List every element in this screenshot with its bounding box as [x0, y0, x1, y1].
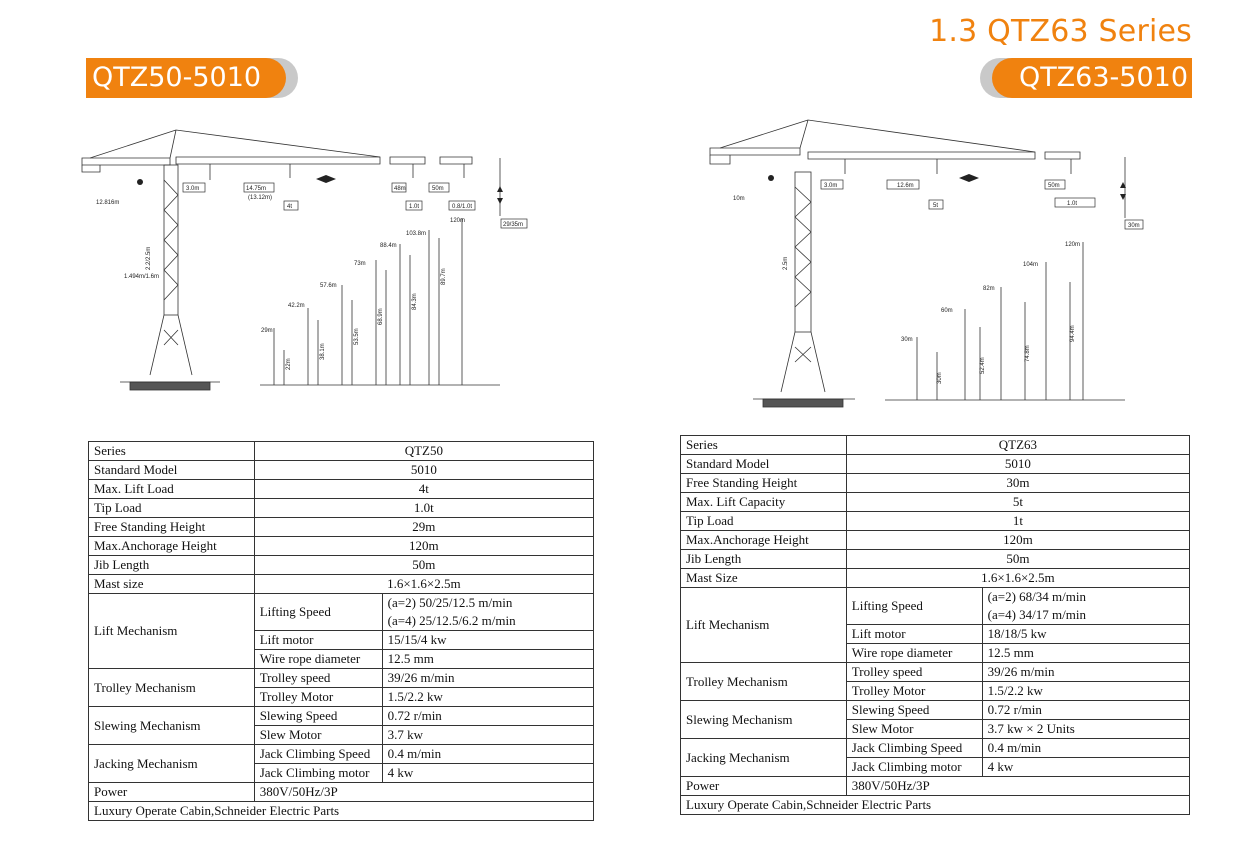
table-row — [681, 569, 1190, 588]
row-value: 0.4 m/min — [982, 739, 1189, 758]
table-row — [681, 663, 1190, 682]
row-label: Lift motor — [254, 631, 382, 650]
height-label: 22m — [286, 358, 292, 370]
row-label: Slewing Speed — [846, 701, 982, 720]
lifting-speed-a4: (a=4) 34/17 m/min — [987, 607, 1086, 622]
table-row — [89, 783, 594, 802]
row-value: 39/26 m/min — [982, 663, 1189, 682]
crane-drawing — [705, 112, 1155, 417]
row-value: 50m — [254, 556, 593, 575]
row-label: Series — [681, 436, 847, 455]
row-label: Series — [89, 442, 255, 461]
row-label: Trolley Motor — [254, 688, 382, 707]
diagram-label: 0.8/1.0t — [452, 204, 473, 210]
height-label: 68.9m — [378, 308, 384, 325]
group-label: Lift Mechanism — [89, 594, 255, 669]
height-label: 73m — [354, 261, 366, 267]
height-label: 82m — [983, 286, 995, 292]
height-label: 120m — [1065, 242, 1081, 248]
row-value: 50m — [846, 550, 1189, 569]
table-row — [89, 802, 594, 821]
group-label: Lift Mechanism — [681, 588, 847, 663]
row-label: Power — [681, 777, 847, 796]
diagram-label: 29/35m — [503, 222, 524, 228]
row-label: Slewing Speed — [254, 707, 382, 726]
row-value: 1.5/2.2 kw — [982, 682, 1189, 701]
table-row — [681, 796, 1190, 815]
row-value — [982, 588, 1189, 625]
row-label: Tip Load — [681, 512, 847, 531]
row-label: Jack Climbing Speed — [254, 745, 382, 764]
group-label: Jacking Mechanism — [89, 745, 255, 783]
height-label: 30m — [937, 372, 943, 384]
row-label: Wire rope diameter — [254, 650, 382, 669]
diagram-label: 48m — [394, 186, 406, 192]
diagram-label: 30m — [1128, 223, 1140, 229]
table-row — [89, 442, 594, 461]
row-label: Standard Model — [681, 455, 847, 474]
table-row — [89, 537, 594, 556]
diagram-label: 1.494m/1.6m — [124, 274, 160, 280]
row-value: 380V/50Hz/3P — [254, 783, 593, 802]
diagram-label: 1.0t — [1067, 201, 1078, 207]
height-label: 88.4m — [380, 243, 397, 249]
height-label: 74.8m — [1025, 345, 1031, 362]
group-label: Slewing Mechanism — [681, 701, 847, 739]
table-row — [681, 512, 1190, 531]
diagram-label: 2.5m — [783, 256, 789, 270]
table-footer: Luxury Operate Cabin,Schneider Electric Parts — [681, 796, 1190, 815]
row-label: Jack Climbing motor — [846, 758, 982, 777]
row-label: Wire rope diameter — [846, 644, 982, 663]
row-label: Lifting Speed — [846, 588, 982, 625]
row-label: Max.Anchorage Height — [681, 531, 847, 550]
group-label: Slewing Mechanism — [89, 707, 255, 745]
row-label: Lifting Speed — [254, 594, 382, 631]
diagram-label: 3.0m — [186, 186, 200, 192]
section-title: 1.3 QTZ63 Series — [929, 14, 1192, 49]
row-label: Slew Motor — [254, 726, 382, 745]
table-row — [681, 436, 1190, 455]
row-label: Trolley speed — [846, 663, 982, 682]
row-label: Jib Length — [89, 556, 255, 575]
row-label: Jack Climbing Speed — [846, 739, 982, 758]
table-row — [89, 669, 594, 688]
height-label: 42.2m — [288, 303, 305, 309]
row-value: QTZ50 — [254, 442, 593, 461]
diagram-label: 5t — [933, 203, 939, 209]
table-row — [681, 455, 1190, 474]
table-row — [681, 550, 1190, 569]
table-row — [89, 575, 594, 594]
height-label: 30m — [901, 337, 913, 343]
table-row — [89, 480, 594, 499]
row-value: QTZ63 — [846, 436, 1189, 455]
height-label: 57.6m — [320, 283, 337, 289]
row-label: Trolley speed — [254, 669, 382, 688]
height-label: 103.8m — [406, 231, 427, 237]
row-label: Slew Motor — [846, 720, 982, 739]
row-value: 39/26 m/min — [382, 669, 593, 688]
diagram-label: 50m — [432, 186, 444, 192]
height-label: 120m — [450, 218, 466, 224]
diagram-label: 4t — [287, 204, 293, 210]
table-row — [89, 745, 594, 764]
lifting-speed-a4: (a=4) 25/12.5/6.2 m/min — [387, 613, 516, 628]
row-value: 1.6×1.6×2.5m — [846, 569, 1189, 588]
table-row — [89, 499, 594, 518]
height-label: 52.4m — [980, 357, 986, 374]
spec-table-left — [88, 441, 594, 821]
row-label: Max. Lift Load — [89, 480, 255, 499]
model-tag-label: QTZ50-5010 — [86, 58, 286, 98]
diagram-label: 12.6m — [897, 183, 914, 189]
row-value: 29m — [254, 518, 593, 537]
table-row — [681, 777, 1190, 796]
row-value: 3.7 kw — [382, 726, 593, 745]
row-value: 15/15/4 kw — [382, 631, 593, 650]
height-label: 53.5m — [354, 328, 360, 345]
row-value: 4 kw — [382, 764, 593, 783]
diagram-label: 10m — [733, 196, 745, 202]
row-value: 30m — [846, 474, 1189, 493]
row-value: 0.72 r/min — [382, 707, 593, 726]
lifting-speed-a2: (a=2) 68/34 m/min — [987, 589, 1086, 604]
row-label: Max. Lift Capacity — [681, 493, 847, 512]
diagram-label: 1.0t — [409, 204, 420, 210]
group-label: Trolley Mechanism — [681, 663, 847, 701]
crane-diagram-left — [80, 120, 530, 400]
row-value — [382, 594, 593, 631]
table-footer: Luxury Operate Cabin,Schneider Electric Parts — [89, 802, 594, 821]
table-row — [89, 518, 594, 537]
row-label: Free Standing Height — [89, 518, 255, 537]
row-label: Jib Length — [681, 550, 847, 569]
row-label: Max.Anchorage Height — [89, 537, 255, 556]
row-label: Trolley Motor — [846, 682, 982, 701]
group-label: Trolley Mechanism — [89, 669, 255, 707]
table-row — [681, 588, 1190, 625]
row-value: 1t — [846, 512, 1189, 531]
row-value: 120m — [254, 537, 593, 556]
row-value: 12.5 mm — [382, 650, 593, 669]
height-label: 89.7m — [441, 268, 447, 285]
model-tag-label: QTZ63-5010 — [992, 58, 1192, 98]
row-label: Jack Climbing motor — [254, 764, 382, 783]
row-value: 5t — [846, 493, 1189, 512]
table-row — [89, 461, 594, 480]
row-label: Free Standing Height — [681, 474, 847, 493]
height-label: 104m — [1023, 262, 1039, 268]
row-value: 1.5/2.2 kw — [382, 688, 593, 707]
row-value: 4t — [254, 480, 593, 499]
row-value: 0.4 m/min — [382, 745, 593, 764]
height-label: 60m — [941, 308, 953, 314]
height-label: 84.3m — [412, 293, 418, 310]
table-row — [681, 701, 1190, 720]
height-label: 94.4m — [1070, 325, 1076, 342]
row-value: 12.5 mm — [982, 644, 1189, 663]
crane-diagram-right — [705, 112, 1155, 417]
table-row — [89, 594, 594, 631]
row-label: Tip Load — [89, 499, 255, 518]
row-label: Standard Model — [89, 461, 255, 480]
row-label: Power — [89, 783, 255, 802]
height-label: 38.1m — [320, 343, 326, 360]
row-value: 3.7 kw × 2 Units — [982, 720, 1189, 739]
row-value: 1.6×1.6×2.5m — [254, 575, 593, 594]
diagram-label: 50m — [1048, 183, 1060, 189]
row-value: 0.72 r/min — [982, 701, 1189, 720]
table-row — [681, 739, 1190, 758]
lifting-speed-a2: (a=2) 50/25/12.5 m/min — [387, 595, 513, 610]
row-value: 5010 — [254, 461, 593, 480]
row-label: Mast Size — [681, 569, 847, 588]
row-label: Lift motor — [846, 625, 982, 644]
row-value: 18/18/5 kw — [982, 625, 1189, 644]
row-label: Mast size — [89, 575, 255, 594]
diagram-label: (13.12m) — [248, 195, 273, 201]
row-value: 120m — [846, 531, 1189, 550]
table-row — [681, 474, 1190, 493]
table-row — [89, 707, 594, 726]
model-tag-left — [86, 58, 298, 98]
diagram-label: 12.816m — [96, 200, 120, 206]
row-value: 380V/50Hz/3P — [846, 777, 1189, 796]
row-value: 4 kw — [982, 758, 1189, 777]
spec-table-right — [680, 435, 1190, 815]
row-value: 5010 — [846, 455, 1189, 474]
model-tag-right — [980, 58, 1192, 98]
diagram-label: 14.75m — [246, 186, 267, 192]
table-row — [681, 531, 1190, 550]
height-label: 29m — [261, 328, 273, 334]
table-row — [681, 493, 1190, 512]
table-row — [89, 556, 594, 575]
group-label: Jacking Mechanism — [681, 739, 847, 777]
crane-drawing — [80, 120, 530, 400]
row-value: 1.0t — [254, 499, 593, 518]
diagram-label: 2.2/2.5m — [146, 246, 152, 270]
diagram-label: 3.0m — [824, 183, 838, 189]
